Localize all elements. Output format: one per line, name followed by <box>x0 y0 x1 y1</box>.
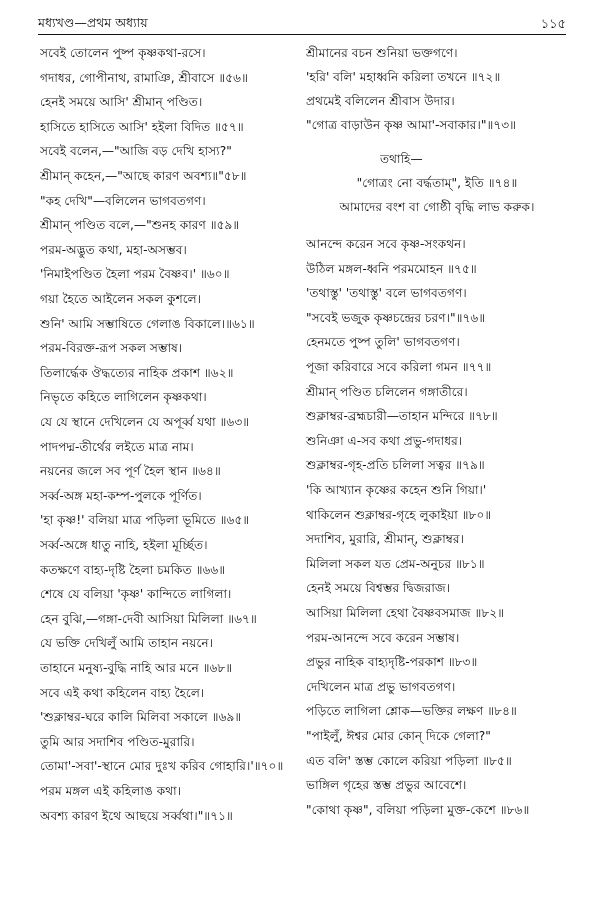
verse-line: শুনি' আমি সম্ভাষিতে গেলাঙ বিকালে।॥৬১॥ <box>40 316 255 331</box>
verse-line: সদাশিব, মুরারি, শ্রীমান্, শুক্লাম্বর। <box>306 532 464 547</box>
verse-line: পরম-অদ্ভুত কথা, মহা-অসম্ভব। <box>40 242 187 257</box>
verse-line: গদাধর, গোপীনাথ, রামাঞি, শ্রীবাসে ॥৫৬॥ <box>40 70 248 85</box>
verse-line: পরম মঙ্গল এই কহিলাঙ কথা। <box>40 784 182 798</box>
verse-line: যে ভক্তি দেখিলুঁ আমি তাহান নয়নে। <box>40 636 214 651</box>
verse-line: শুক্লাম্বর-গৃহ-প্রতি চলিলা সত্বর ॥৭৯॥ <box>306 458 485 473</box>
verse-line: হাসিতে হাসিতে আসি' হইলা বিদিত ॥৫৭॥ <box>40 119 244 134</box>
verse-line: পাদপদ্ম-তীর্থের লইতে মাত্র নাম। <box>40 439 194 454</box>
verse-line: পরম-বিরক্ত-রূপ সকল সম্ভাষ। <box>40 341 183 356</box>
verse-line: আসিয়া মিলিলা হেথা বৈষ্ণবসমাজ ॥৮২॥ <box>306 606 505 620</box>
verse-line: প্রভুর নাহিক বাহ্যদৃষ্টি-পরকাশ ॥৮৩॥ <box>306 655 478 670</box>
verse-line: তুমি আর সদাশিব পণ্ডিত-মুরারি। <box>40 734 195 749</box>
verse-line: শুক্লাম্বর-ব্রহ্মচারী—তাহান মন্দিরে ॥৭৮॥ <box>306 409 498 424</box>
verse-line: কতক্ষণে বাহ্য-দৃষ্টি হৈলা চমকিত ॥৬৬॥ <box>40 562 226 577</box>
verse-line: যে যে স্থানে দেখিলেন যে অপূর্ব্ব যথা ॥৬৩॥ <box>40 415 250 429</box>
verse-line: তোমা'-সবা'-স্থানে মোর দুঃখ করিব গোহারি।'॥৭০॥ <box>40 759 284 774</box>
header-rule <box>38 34 566 35</box>
verse-line: সর্ব্ব-অঙ্গে ধাতু নাহি, হইলা মূর্চ্ছিত। <box>40 538 208 552</box>
verse-line: গয়া হৈতে আইলেন সকল কুশলে। <box>40 292 202 306</box>
verse-line: সবেই বলেন,—"আজি বড় দেখি হাস্য?" <box>40 144 232 159</box>
verse-line: এত বলি' স্তম্ভ কোলে করিয়া পড়িলা ॥৮৫॥ <box>306 753 512 768</box>
verse-line: "সবেই ভজুক কৃষ্ণচন্দ্রের চরণ।"॥৭৬॥ <box>306 310 486 325</box>
verse-line: পূজা করিবারে সবে করিলা গমন ॥৭৭॥ <box>306 360 492 374</box>
verse-line: শ্রীমান্ কহেন,—"আছে কারণ অবশ্য॥"৫৮॥ <box>40 169 247 183</box>
verse-line: 'হা কৃষ্ণ!' বলিয়া মাত্র পড়িলা ভূমিতে ॥৬৫॥ <box>40 513 250 528</box>
page-number: ১১৫ <box>540 17 566 32</box>
verse-line: 'হরি' বলি' মহাধ্বনি করিলা তখনে ॥৭২॥ <box>306 70 501 84</box>
verse-line: শেষে যে বলিয়া 'কৃষ্ণ' কান্দিতে লাগিলা। <box>40 587 232 602</box>
verse-line: মিলিলা সকল যত প্রেম-অনুচর ॥৮১॥ <box>306 556 485 571</box>
verse-line: সর্ব্ব-অঙ্গ মহা-কম্প-পুলকে পূর্ণিত। <box>40 488 202 503</box>
verse-line: শুনিঞা এ-সব কথা প্রভু-গদাধর। <box>306 433 463 448</box>
page-header <box>38 10 566 36</box>
verse-line: তাহানে মনুষ্য-বুদ্ধি নাহি আর মনে ॥৬৮॥ <box>40 661 233 675</box>
verse-line: উঠিল মঙ্গল-ধ্বনি পরমমোহন ॥৭৫॥ <box>306 261 477 276</box>
verse-line: অবশ্য কারণ ইথে আছয়ে সর্ব্বথা।"॥৭১॥ <box>40 808 233 823</box>
verse-line: "কহ দেখি"—বলিলেন ভাগবতগণ। <box>40 193 206 208</box>
verse-line: সবে এই কথা কহিলেন বাহ্য হৈলে। <box>40 685 205 700</box>
verse-line: 'কি আখ্যান কৃষ্ণের কহেন শুনি গিয়া।' <box>306 483 487 497</box>
verse-line: "কোথা কৃষ্ণ", বলিয়া পড়িলা মুক্ত-কেশে ॥৮৬॥ <box>306 802 530 817</box>
verse-line: শ্রীমান্ পণ্ডিত চলিলেন গঙ্গাতীরে। <box>306 384 468 399</box>
verse-line: হেন বুঝি,—গঙ্গা-দেবী আসিয়া মিলিলা ॥৬৭॥ <box>40 611 257 626</box>
verse-line: 'শুক্লাম্বর-ঘরে কালি মিলিবা সকালে ॥৬৯॥ <box>40 710 242 725</box>
verse-line: তিলার্দ্ধেক ঔদ্ধত্যের নাহিক প্রকাশ ॥৬২॥ <box>40 365 234 380</box>
running-head: মধ্যখণ্ড—প্রথম অধ্যায় <box>38 15 148 30</box>
verse-line: "পাইলুঁ, ঈশ্বর মোর কোন্ দিকে গেলা?" <box>306 729 491 743</box>
verse-line: হেনই সময়ে আসি' শ্রীমান্ পণ্ডিত। <box>40 95 203 110</box>
verse-line: প্রথমেই বলিলেন শ্রীবাস উদার। <box>306 94 455 108</box>
verse-line: হেনই সময়ে বিশ্বম্ভর দ্বিজরাজ। <box>306 581 451 596</box>
sanskrit-verse: "গোত্রং নো বর্দ্ধতাম্", ইতি ॥৭৪॥ <box>356 176 518 190</box>
verse-line: 'তথাস্তু' 'তথাস্তু' বলে ভাগবতগণ। <box>306 286 467 301</box>
verse-line: "গোত্র বাড়াউন কৃষ্ণ আমা'-সবাকার।"॥৭৩॥ <box>306 118 517 132</box>
verse-line: নয়নের জলে সব পূর্ণ হৈল স্থান ॥৬৪॥ <box>40 464 221 479</box>
verse-line: থাকিলেন শুক্লাম্বর-গৃহে লুকাইয়া ॥৮০॥ <box>306 507 492 522</box>
verse-line: আনন্দে করেন সবে কৃষ্ণ-সংকথন। <box>306 237 466 251</box>
verse-line: নিভৃতে কহিতে লাগিলেন কৃষ্ণকথা। <box>40 390 207 405</box>
tathahi-label: তথাহি— <box>380 152 423 166</box>
verse-line: পড়িতে লাগিলা শ্লোক—ভক্তির লক্ষণ ॥৮৪॥ <box>306 704 517 719</box>
verse-line: দেখিলেন মাত্র প্রভু ভাগবতগণ। <box>306 679 456 694</box>
verse-line: শ্রীমানের বচন শুনিয়া ভক্তগণে। <box>306 46 458 60</box>
verse-translation: আমাদের বংশ বা গোষ্ঠী বৃদ্ধি লাভ করুক। <box>339 200 535 214</box>
verse-line: হেনমতে পুষ্প তুলি' ভাগবতগণ। <box>306 335 460 350</box>
verse-line: 'নিমাইপণ্ডিত হৈলা পরম বৈষ্ণব।' ॥৬০॥ <box>40 267 230 282</box>
verse-line: শ্রীমান্ পণ্ডিত বলে,—"শুনহ কারণ ॥৫৯॥ <box>40 218 240 233</box>
verse-line: সবেই তোলেন পুষ্প কৃষ্ণকথা-রসে। <box>40 46 206 60</box>
verse-line: পরম-আনন্দে সবে করেন সম্ভাষ। <box>306 630 460 645</box>
verse-line: ভাঙ্গিল গৃহের স্তম্ভ প্রভুর আবেশে। <box>306 778 467 793</box>
